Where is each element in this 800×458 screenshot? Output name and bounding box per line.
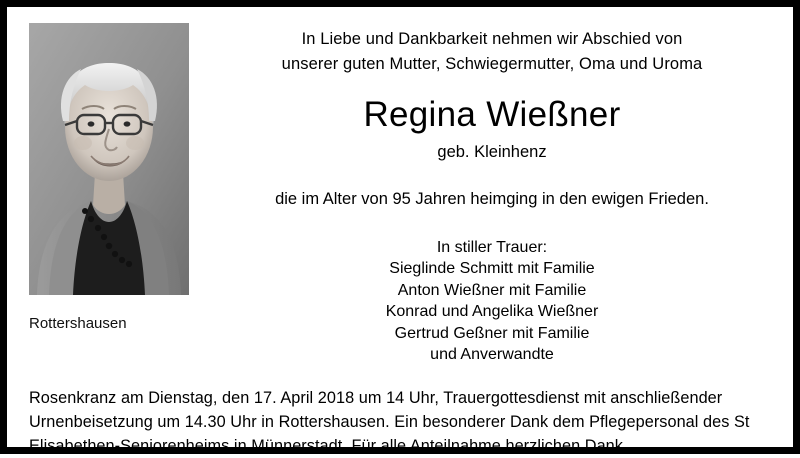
notice-upper-section [29, 23, 771, 365]
place-label: Rottershausen [29, 315, 127, 332]
mourning-heading: In stiller Trauer: [436, 238, 548, 256]
portrait-photo [29, 23, 189, 295]
mourner-2: Anton Wießner mit Familie [397, 281, 587, 299]
mourner-1: Sieglinde Schmitt mit Familie [389, 260, 595, 278]
photo-column [29, 23, 199, 333]
mourner-5: und Anverwandte [430, 346, 554, 364]
maiden-name: geb. Kleinhenz [437, 142, 547, 161]
service-details-text: Rosenkranz am Dienstag, den 17. April 2018 um 14 Uhr, Trauergottesdienst mit anschließender Urnenbeisetzung um 14.30 Uhr in Rottershausen. Ein besonderer Dank dem Pflegepersonal des St Elisabethen-Seniorenheims in Münnerstadt. Für alle Anteilnahme herzlichen Dank. [29, 389, 750, 455]
passing-line: die im Alter von 95 Jahren heimging in den ewigen Frieden. [275, 189, 709, 208]
intro-line-2: unserer guten Mutter, Schwiegermutter, Oma und Uroma [281, 54, 703, 73]
text-column [199, 23, 771, 365]
deceased-name: Regina Wießner [363, 94, 621, 134]
mourners-block [213, 237, 771, 366]
intro-line-1: In Liebe und Dankbarkeit nehmen wir Abschied von [301, 30, 683, 48]
mourner-4: Gertrud Geßner mit Familie [394, 324, 590, 342]
mourner-3: Konrad und Angelika Wießner [385, 303, 599, 321]
